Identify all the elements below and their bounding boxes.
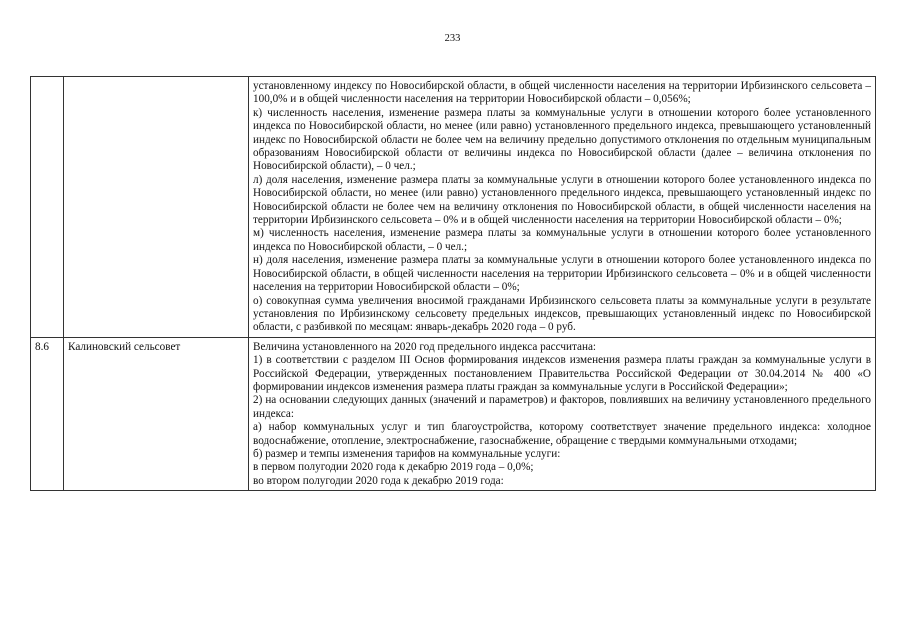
paragraph: м) численность населения, изменение размера платы за коммунальные услуги в отношении которого более установленного индекса по Новосибирской области, – 0 чел.; [253, 227, 871, 253]
row-description [249, 77, 876, 338]
paragraph: 1) в соответствии с разделом III Основ формирования индексов изменения размера платы граждан за коммунальные услуги в Российской Федерации, утвержденных постановлением Правительства Российской Федерации от 30.04.2014 № 400 «О формировании индексов изменения размера платы граждан за коммунальные услуги в Российской Федерации»; [253, 354, 871, 393]
table-row [31, 337, 876, 490]
paragraph: к) численность населения, изменение размера платы за коммунальные услуги в отношении которого более установленного индекса по Новосибирской области, но менее (или равно) установленного предельного индекса, превышающего установленный индекс по Новосибирской области не более чем на величину предельно допустимого отклонения по отдельным муниципальным образованиям Новосибирской области от величины индекса по Новосибирской области (далее – величина отклонения по Новосибирской области), – 0 чел.; [253, 106, 871, 173]
paragraph: л) доля населения, изменение размера платы за коммунальные услуги в отношении которого более установленного индекса по Новосибирской области, но менее (или равно) установленного предельного индекса, превышающего установленный индекс по Новосибирской области не более чем на величину отклонения по Новосибирской области, в общей численности населения на территории Ирбизинского сельсовета – 0% и в общей численности населения на территории Новосибирской области – 0%; [253, 173, 871, 227]
paragraph: б) размер и темпы изменения тарифов на коммунальные услуги: [253, 447, 561, 460]
row-number: 8.6 [31, 337, 64, 490]
page-number: 233 [444, 33, 461, 44]
paragraph: н) доля населения, изменение размера платы за коммунальные услуги в отношении которого более установленного индекса по Новосибирской области, в общей численности населения на территории Ирбизинского сельсовета – 0% и в общей численности населения на территории Новосибирской области – 0%; [253, 254, 871, 294]
paragraph: в первом полугодии 2020 года к декабрю 2019 года – 0,0%; [253, 461, 534, 474]
municipality-name [64, 77, 249, 338]
paragraph: 2) на основании следующих данных (значений и параметров) и факторов, повлиявших на величину установленного предельного индекса: [253, 394, 871, 420]
row-description [249, 337, 876, 490]
paragraph: а) набор коммунальных услуг и тип благоустройства, которому соответствует значение предельного индекса: холодное водоснабжение, отопление, электроснабжение, газоснабжение, обращение с твердыми коммунальными отходами; [253, 421, 871, 447]
municipality-name: Калиновский сельсовет [64, 337, 249, 490]
paragraph: о) совокупная сумма увеличения вносимой гражданами Ирбизинского сельсовета платы за коммунальные услуги в результате установления по Ирбизинскому сельсовету предельных индексов, превышающих установленный индекс по Новосибирской области, с разбивкой по месяцам: январь-декабрь 2020 года – 0 руб. [253, 294, 871, 334]
table-row [31, 77, 876, 338]
paragraph: Величина установленного на 2020 год предельного индекса рассчитана: [253, 340, 597, 353]
paragraph: во втором полугодии 2020 года к декабрю 2019 года: [253, 474, 504, 487]
row-number [31, 77, 64, 338]
paragraph: установленному индексу по Новосибирской области, в общей численности населения на территории Ирбизинского сельсовета – 100,0% и в общей численности населения на территории Новосибирской области – 0,056%; [253, 80, 871, 106]
document-table [30, 76, 876, 491]
